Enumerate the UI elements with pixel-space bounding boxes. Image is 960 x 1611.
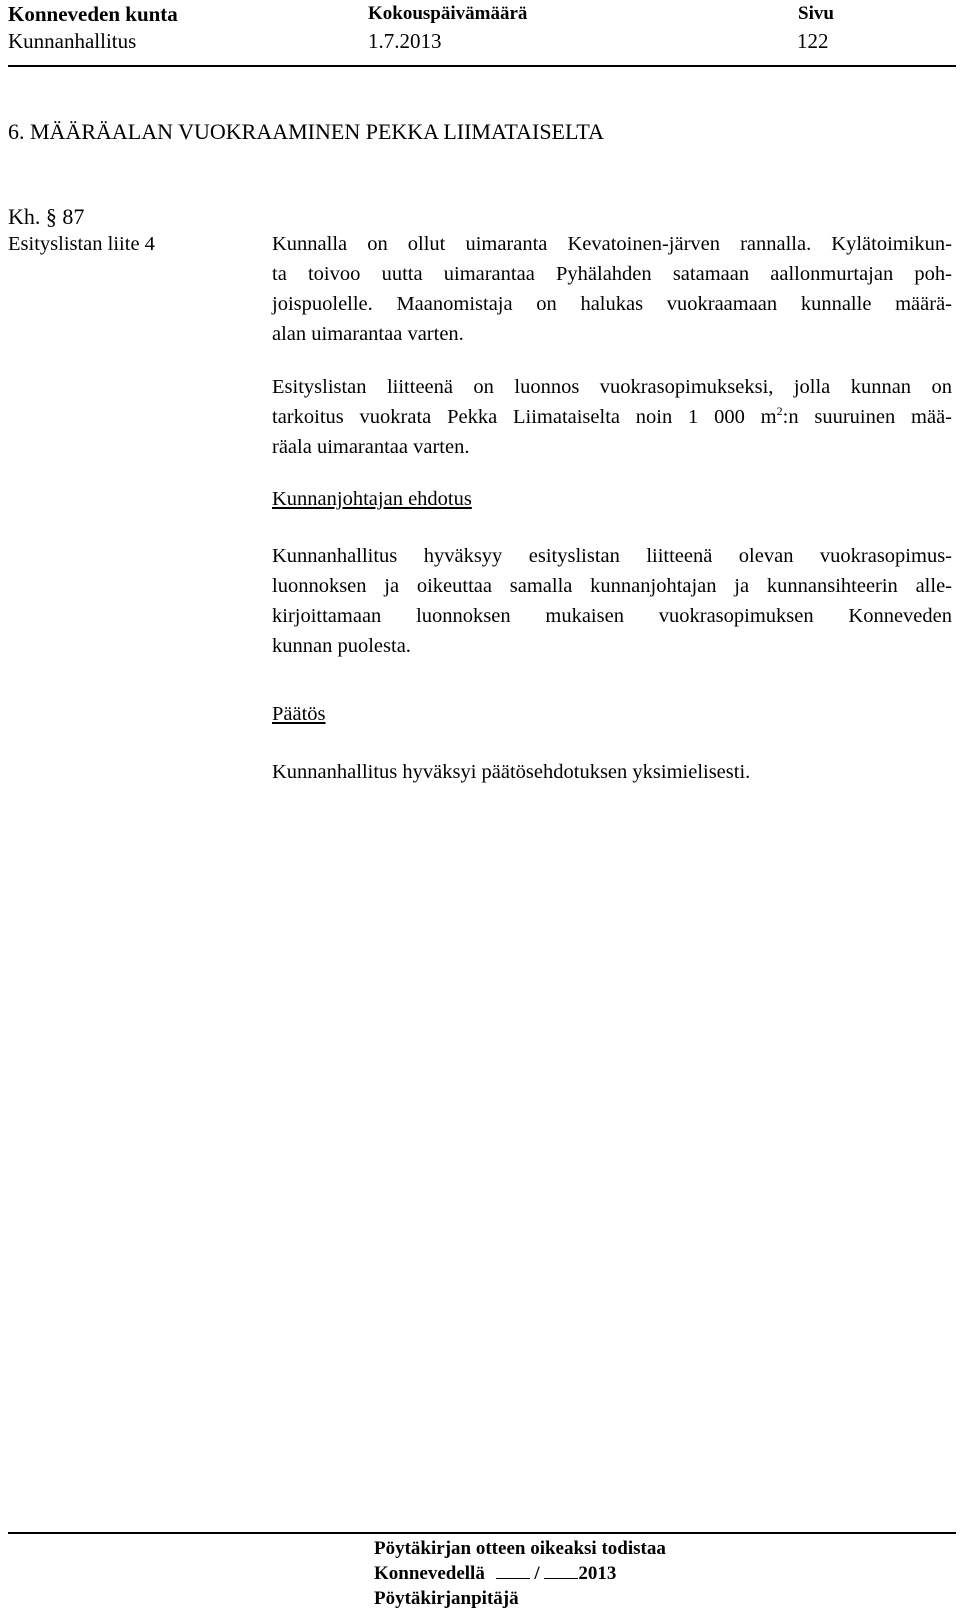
paragraph-line: kunnan puolesta. (272, 635, 411, 657)
section-title: 6. MÄÄRÄALAN VUOKRAAMINEN PEKKA LIIMATAISELTA (8, 119, 604, 144)
municipality-name: Konneveden kunta (8, 2, 178, 26)
place-prefix: Konnevedellä (374, 1563, 485, 1584)
date-label: Kokouspäivämäärä (368, 3, 528, 24)
body-name: Kunnanhallitus (8, 29, 137, 53)
certification-year: 2013 (578, 1563, 617, 1584)
month-blank (544, 1561, 578, 1579)
paragraph-line: joispuolelle. Maanomistaja on halukas vuokraamaan kunnalle määrä- (272, 293, 952, 315)
day-blank (496, 1561, 530, 1579)
paragraph-line: luonnoksen ja oikeuttaa samalla kunnanjohtajan ja kunnansihteerin alle- (272, 575, 952, 597)
paragraph-line: ta toivoo uutta uimarantaa Pyhälahden satamaan aallonmurtajan poh- (272, 263, 952, 285)
paragraph-line: Esityslistan liitteenä on luonnos vuokrasopimukseksi, jolla kunnan on (272, 376, 952, 398)
date-separator: / (534, 1563, 540, 1584)
attachment-reference: Esityslistan liite 4 (8, 233, 155, 255)
area-superscript: 2 (776, 404, 783, 419)
lease-paragraph (272, 372, 952, 462)
header-rule (8, 65, 956, 67)
paragraph-reference: Kh. § 87 (8, 204, 85, 229)
decision-text: Kunnanhallitus hyväksyi päätösehdotuksen yksimielisesti. (272, 761, 751, 783)
area-suffix: :n suuruinen mää- (782, 406, 953, 428)
certification-text: Pöytäkirjan otteen oikeaksi todistaa (374, 1538, 666, 1559)
background-paragraph (272, 229, 952, 349)
footer-rule (8, 1532, 956, 1534)
paragraph-line: räala uimarantaa varten. (272, 436, 470, 458)
proposal-heading: Kunnanjohtajan ehdotus (272, 488, 472, 510)
page-number: 122 (797, 29, 829, 53)
paragraph-line (272, 402, 952, 432)
paragraph-line: alan uimarantaa varten. (272, 323, 464, 345)
page-label: Sivu (798, 3, 834, 24)
certification-date (374, 1561, 616, 1586)
meeting-date: 1.7.2013 (368, 29, 442, 53)
paragraph-line: kirjoittamaan luonnoksen mukaisen vuokrasopimuksen Konneveden (272, 605, 952, 627)
proposal-paragraph (272, 541, 952, 661)
paragraph-line: Kunnanhallitus hyväksyy esityslistan liitteenä olevan vuokrasopimus- (272, 545, 952, 567)
signer-title: Pöytäkirjanpitäjä (374, 1588, 519, 1609)
paragraph-line: Kunnalla on ollut uimaranta Kevatoinen-järven rannalla. Kylätoimikun- (272, 233, 952, 255)
decision-heading: Päätös (272, 703, 326, 725)
area-text: tarkoitus vuokrata Pekka Liimataiselta noin 1 000 m (272, 406, 777, 428)
